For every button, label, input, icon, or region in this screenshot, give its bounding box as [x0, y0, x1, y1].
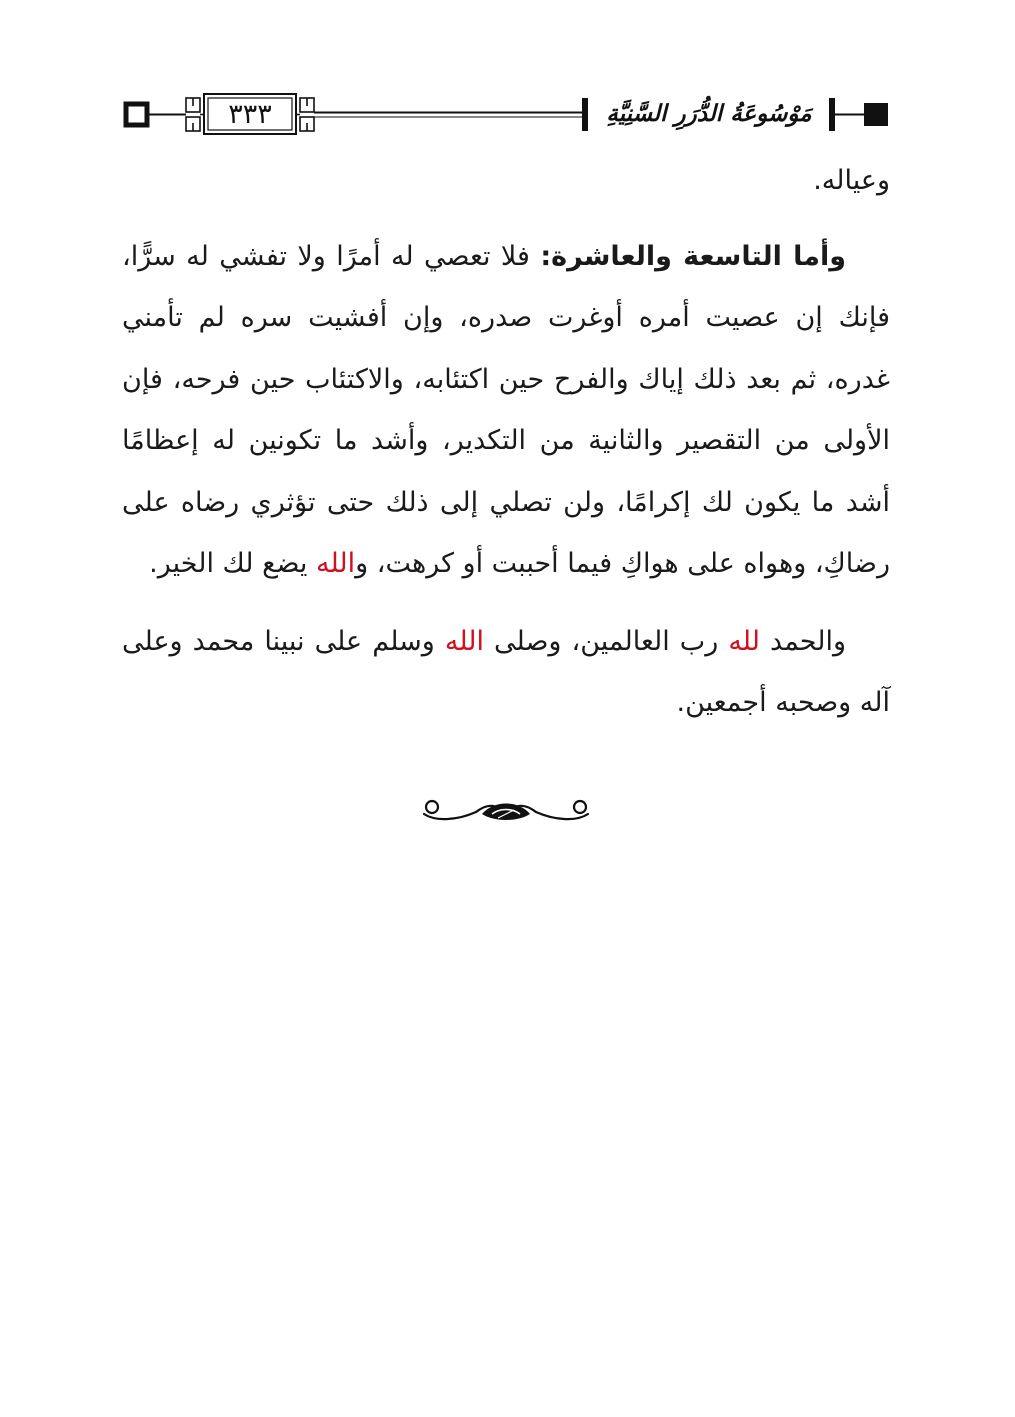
page-content: [122, 150, 890, 734]
divine-name-allah: الله: [444, 625, 484, 657]
left-fret-ornament: [186, 98, 204, 131]
page-number: ٣٣٣: [228, 98, 272, 130]
closing-part-2: رب العالمين، وصلى: [484, 625, 729, 657]
paragraph-end: يضع لك الخير.: [149, 548, 316, 579]
paragraph-body: فلا تعصي له أمرًا ولا تفشي له سرًّا، فإنك إن عصيت أمره أوغرت صدره، وإن أفشيت سره لم تأمني غدره، ثم بعد ذلك إياك والفرح حين اكتئابه، والاكتئاب حين فرحه، فإن الأولى من التقصير والثانية من التكدير، وأشد ما تكونين له إعظامًا أشد ما يكون لك إكرامًا، ولن تصلي إلى ذلك حتى تؤثري رضاه على رضاكِ، وهواه على هواكِ فيما أحببت أو كرهت، و: [122, 240, 890, 579]
paragraph-ninth-tenth: [122, 226, 890, 595]
paragraph-lead: وأما التاسعة والعاشرة:: [540, 240, 846, 272]
closing-part-1: والحمد: [759, 625, 847, 657]
book-title: مَوْسُوعَةُ الدُّرَرِ السَّنِيَّةِ: [606, 101, 812, 127]
closing-part-3: وسلم على نبينا محمد وعلى آله وصحبه أجمعين.: [122, 625, 890, 718]
right-fret-ornament: [296, 98, 314, 131]
divine-name-lillah: لله: [728, 625, 760, 657]
left-square-icon: [126, 104, 147, 125]
page-header: [120, 86, 895, 142]
divine-name: الله: [315, 548, 356, 579]
closing-paragraph: [122, 611, 890, 734]
right-square-icon: [864, 103, 888, 126]
continuation-line: وعياله.: [813, 165, 890, 196]
floral-divider-ornament-icon: [418, 792, 594, 832]
